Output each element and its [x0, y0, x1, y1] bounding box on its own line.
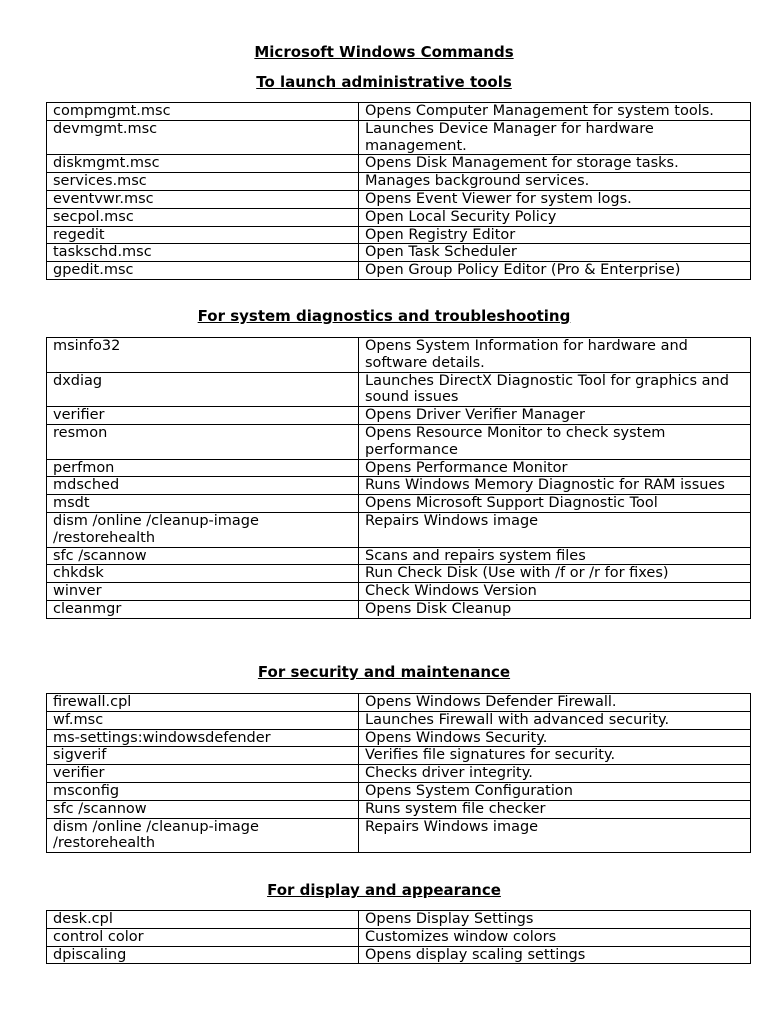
table-row: [47, 747, 751, 765]
diagnostics-table: [46, 337, 751, 619]
command-cell: desk.cpl: [47, 911, 359, 929]
command-cell: diskmgmt.msc: [47, 155, 359, 173]
admin-tools-table: [46, 102, 751, 280]
table-row: [47, 911, 751, 929]
table-row: [47, 173, 751, 191]
description-cell: Repairs Windows image: [359, 818, 751, 853]
section-heading-admin-tools: To launch administrative tools: [256, 73, 512, 91]
command-cell: services.msc: [47, 173, 359, 191]
command-cell: sfc /scannow: [47, 547, 359, 565]
command-cell: sigverif: [47, 747, 359, 765]
command-cell: msinfo32: [47, 338, 359, 373]
table-row: [47, 190, 751, 208]
table-row: [47, 547, 751, 565]
command-cell: eventvwr.msc: [47, 190, 359, 208]
description-cell: Scans and repairs system files: [359, 547, 751, 565]
command-cell: msdt: [47, 495, 359, 513]
description-cell: Opens Disk Management for storage tasks.: [359, 155, 751, 173]
description-cell: Open Task Scheduler: [359, 244, 751, 262]
command-cell: winver: [47, 583, 359, 601]
section-heading-security: For security and maintenance: [257, 663, 511, 681]
command-cell: dism /online /cleanup-image /restorehealth: [47, 818, 359, 853]
command-cell: wf.msc: [47, 711, 359, 729]
command-cell: gpedit.msc: [47, 262, 359, 280]
description-cell: Opens Performance Monitor: [359, 459, 751, 477]
command-cell: cleanmgr: [47, 600, 359, 618]
command-cell: dpiscaling: [47, 946, 359, 964]
display-table: [46, 910, 751, 964]
table-row: [47, 407, 751, 425]
table-row: [47, 103, 751, 121]
command-cell: regedit: [47, 226, 359, 244]
command-cell: perfmon: [47, 459, 359, 477]
command-cell: control color: [47, 928, 359, 946]
command-cell: dxdiag: [47, 372, 359, 407]
description-cell: Opens Windows Defender Firewall.: [359, 694, 751, 712]
table-row: [47, 120, 751, 155]
table-row: [47, 495, 751, 513]
command-cell: secpol.msc: [47, 208, 359, 226]
command-cell: chkdsk: [47, 565, 359, 583]
description-cell: Repairs Windows image: [359, 512, 751, 547]
table-row: [47, 729, 751, 747]
table-row: [47, 694, 751, 712]
table-row: [47, 244, 751, 262]
description-cell: Opens Microsoft Support Diagnostic Tool: [359, 495, 751, 513]
description-cell: Open Group Policy Editor (Pro & Enterprise): [359, 262, 751, 280]
security-table: [46, 693, 751, 853]
table-row: [47, 946, 751, 964]
description-cell: Verifies file signatures for security.: [359, 747, 751, 765]
table-row: [47, 208, 751, 226]
description-cell: Runs system file checker: [359, 800, 751, 818]
description-cell: Launches DirectX Diagnostic Tool for graphics and sound issues: [359, 372, 751, 407]
table-row: [47, 565, 751, 583]
description-cell: Opens Disk Cleanup: [359, 600, 751, 618]
table-row: [47, 512, 751, 547]
command-cell: mdsched: [47, 477, 359, 495]
command-cell: devmgmt.msc: [47, 120, 359, 155]
table-row: [47, 800, 751, 818]
command-cell: firewall.cpl: [47, 694, 359, 712]
command-cell: compmgmt.msc: [47, 103, 359, 121]
table-row: [47, 818, 751, 853]
description-cell: Opens System Information for hardware and software details.: [359, 338, 751, 373]
description-cell: Runs Windows Memory Diagnostic for RAM issues: [359, 477, 751, 495]
table-row: [47, 600, 751, 618]
table-row: [47, 583, 751, 601]
description-cell: Checks driver integrity.: [359, 765, 751, 783]
document-title: Microsoft Windows Commands: [254, 43, 514, 61]
command-cell: sfc /scannow: [47, 800, 359, 818]
table-row: [47, 424, 751, 459]
description-cell: Opens Event Viewer for system logs.: [359, 190, 751, 208]
table-row: [47, 155, 751, 173]
table-row: [47, 782, 751, 800]
table-row: [47, 459, 751, 477]
command-cell: verifier: [47, 765, 359, 783]
description-cell: Run Check Disk (Use with /f or /r for fixes): [359, 565, 751, 583]
table-row: [47, 372, 751, 407]
description-cell: Check Windows Version: [359, 583, 751, 601]
description-cell: Opens Resource Monitor to check system performance: [359, 424, 751, 459]
table-row: [47, 477, 751, 495]
table-row: [47, 226, 751, 244]
table-row: [47, 338, 751, 373]
description-cell: Opens Driver Verifier Manager: [359, 407, 751, 425]
description-cell: Customizes window colors: [359, 928, 751, 946]
command-cell: msconfig: [47, 782, 359, 800]
description-cell: Open Local Security Policy: [359, 208, 751, 226]
description-cell: Opens Computer Management for system tools.: [359, 103, 751, 121]
table-row: [47, 765, 751, 783]
section-heading-diagnostics: For system diagnostics and troubleshooting: [197, 307, 571, 325]
description-cell: Opens Windows Security.: [359, 729, 751, 747]
description-cell: Launches Firewall with advanced security.: [359, 711, 751, 729]
description-cell: Opens System Configuration: [359, 782, 751, 800]
command-cell: verifier: [47, 407, 359, 425]
description-cell: Launches Device Manager for hardware management.: [359, 120, 751, 155]
command-cell: ms-settings:windowsdefender: [47, 729, 359, 747]
description-cell: Manages background services.: [359, 173, 751, 191]
command-cell: taskschd.msc: [47, 244, 359, 262]
description-cell: Opens Display Settings: [359, 911, 751, 929]
description-cell: Opens display scaling settings: [359, 946, 751, 964]
table-row: [47, 928, 751, 946]
table-row: [47, 262, 751, 280]
command-cell: dism /online /cleanup-image /restorehealth: [47, 512, 359, 547]
table-row: [47, 711, 751, 729]
section-heading-display: For display and appearance: [267, 881, 501, 899]
command-cell: resmon: [47, 424, 359, 459]
description-cell: Open Registry Editor: [359, 226, 751, 244]
